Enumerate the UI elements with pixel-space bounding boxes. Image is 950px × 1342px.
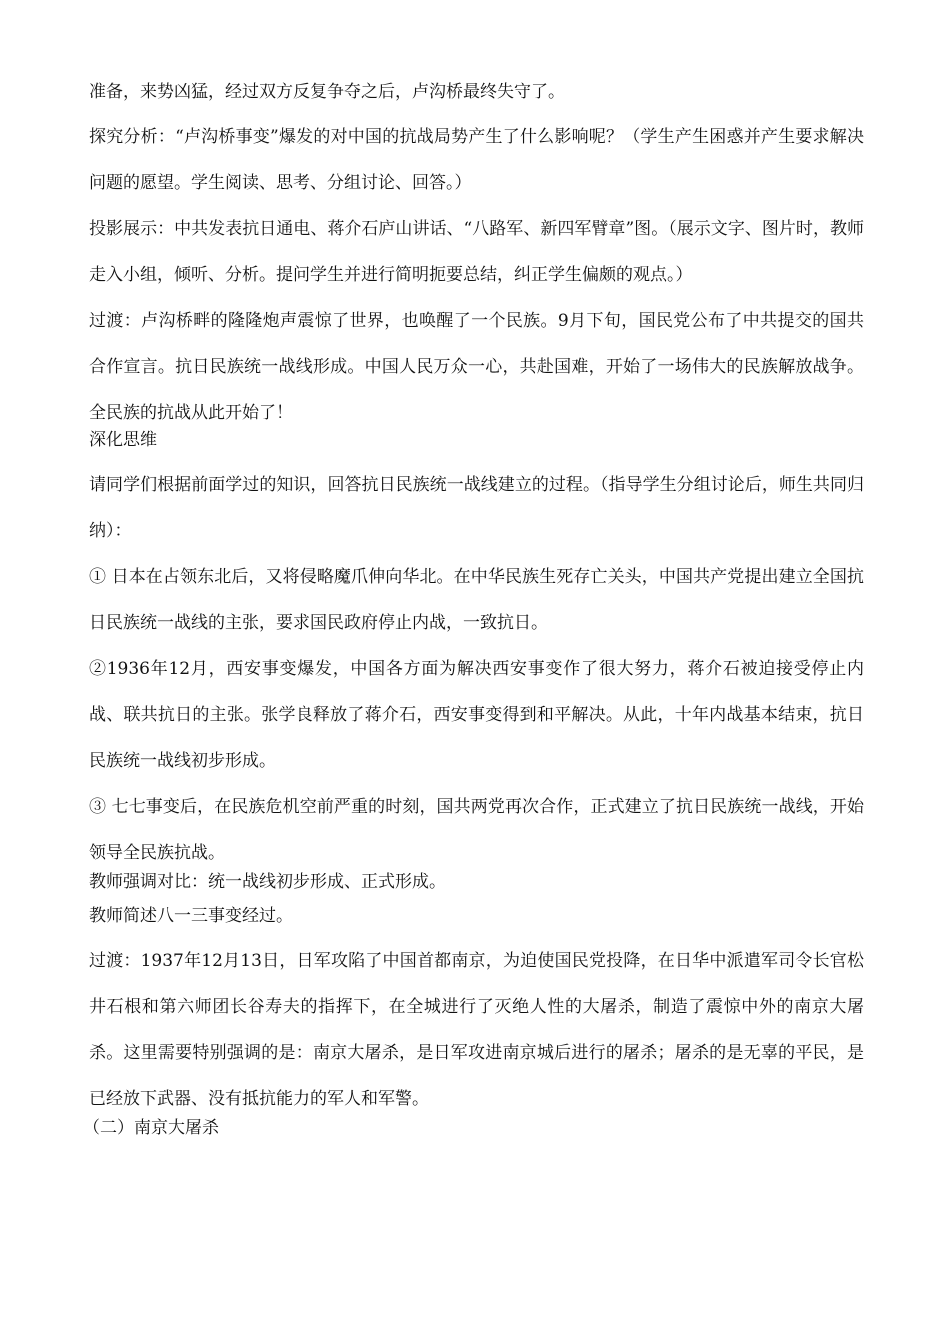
list-item-2: ②1936年12月，西安事变爆发，中国各方面为解决西安事变作了很大努力，蒋介石被迫接受停止内战、联共抗日的主张。张学良释放了蒋介石，西安事变得到和平解决。从此，十年内战基本结束，抗日民族统一战线初步形成。 bbox=[89, 659, 864, 771]
paragraph-teacher-compare: 教师强调对比：统一战线初步形成、正式形成。 bbox=[89, 872, 446, 892]
paragraph-inquiry-analysis: 探究分析：“卢沟桥事变”爆发的对中国的抗战局势产生了什么影响呢？（学生产生困惑并产生要求解决问题的愿望。学生阅读、思考、分组讨论、回答。） bbox=[89, 127, 864, 193]
list-item-3: ③ 七七事变后，在民族危机空前严重的时刻，国共两党再次合作，正式建立了抗日民族统一战线，开始领导全民族抗战。 bbox=[89, 797, 864, 863]
list-item-1: ① 日本在占领东北后，又将侵略魔爪伸向华北。在中华民族生死存亡关头，中国共产党提出建立全国抗日民族统一战线的主张，要求国民政府停止内战，一致抗日。 bbox=[89, 567, 864, 633]
paragraph-continuation: 准备，来势凶猛，经过双方反复争夺之后，卢沟桥最终失守了。 bbox=[89, 82, 565, 102]
paragraph-projection: 投影展示：中共发表抗日通电、蒋介石庐山讲话、“八路军、新四军臂章”图。（展示文字、图片时，教师走入小组，倾听、分析。提问学生并进行简明扼要总结，纠正学生偏颇的观点。） bbox=[89, 219, 864, 285]
document-page bbox=[83, 82, 864, 1150]
section-heading-nanjing: （二）南京大屠杀 bbox=[83, 1118, 219, 1138]
paragraph-transition-2: 过渡：1937年12月13日，日军攻陷了中国首都南京，为迫使国民党投降，在日华中派遣军司令长官松井石根和第六师团长谷寿夫的指挥下，在全城进行了灭绝人性的大屠杀，制造了震惊中外的南京大屠杀。这里需要特别强调的是：南京大屠杀，是日军攻进南京城后进行的屠杀；屠杀的是无辜的平民，是已经放下武器、没有抵抗能力的军人和军警。 bbox=[89, 951, 864, 1109]
paragraph-transition-1: 过渡：卢沟桥畔的隆隆炮声震惊了世界，也唤醒了一个民族。9月下旬，国民党公布了中共提交的国共合作宣言。抗日民族统一战线形成。中国人民万众一心，共赴国难，开始了一场伟大的民族解放战争。全民族的抗战从此开始了！ bbox=[89, 311, 864, 423]
paragraph-question: 请同学们根据前面学过的知识，回答抗日民族统一战线建立的过程。（指导学生分组讨论后，师生共同归纳）： bbox=[89, 475, 864, 541]
section-heading-deepen-thinking: 深化思维 bbox=[89, 430, 157, 450]
paragraph-teacher-summary: 教师简述八一三事变经过。 bbox=[89, 906, 293, 926]
